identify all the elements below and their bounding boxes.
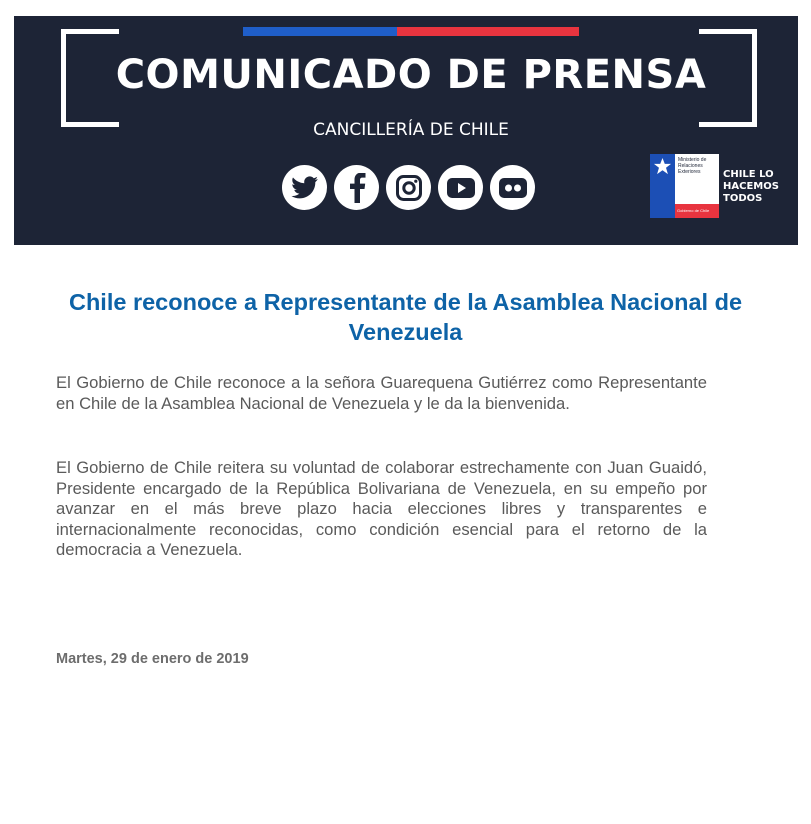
facebook-icon[interactable]: [334, 165, 379, 210]
instagram-icon[interactable]: [386, 165, 431, 210]
body-paragraph: El Gobierno de Chile reitera su voluntad de colaborar estrechamente con Juan Guaidó, Presidente encargado de la República Bolivariana de Venezuela, en su empeño por avanzar en el más breve plazo hacia elecciones libres y transparentes e internacionalmente reconocidas, como condición esencial para el retorno de la democracia a Venezuela.: [56, 458, 707, 560]
flickr-icon[interactable]: [490, 165, 535, 210]
flag-stripe-red: [397, 27, 579, 36]
banner-title: COMUNICADO DE PRENSA: [115, 52, 707, 98]
ministry-logo: [650, 154, 719, 218]
body-paragraph: El Gobierno de Chile reconoce a la señora Guarequena Gutiérrez como Representante en Chile de la Asamblea Nacional de Venezuela y le da la bienvenida.: [56, 373, 707, 413]
banner-subtitle: CANCILLERÍA DE CHILE: [313, 120, 509, 140]
campaign-line: HACEMOS: [723, 181, 779, 192]
campaign-slogan: [723, 169, 779, 205]
campaign-line: TODOS: [723, 193, 763, 204]
social-links: [282, 165, 535, 211]
ministry-footer: Gobierno de Chile: [677, 208, 710, 213]
press-release-banner: [14, 16, 798, 245]
campaign-line: CHILE LO: [723, 169, 774, 180]
flag-stripe-blue: [243, 27, 397, 36]
youtube-icon[interactable]: [438, 165, 483, 210]
release-date: Martes, 29 de enero de 2019: [56, 651, 249, 667]
ministry-name: Ministerio de Relaciones Exteriores: [678, 157, 707, 175]
twitter-icon[interactable]: [282, 165, 327, 210]
coat-of-arms-icon: [653, 157, 672, 176]
headline: Chile reconoce a Representante de la Asamblea Nacional de Venezuela: [68, 289, 743, 345]
